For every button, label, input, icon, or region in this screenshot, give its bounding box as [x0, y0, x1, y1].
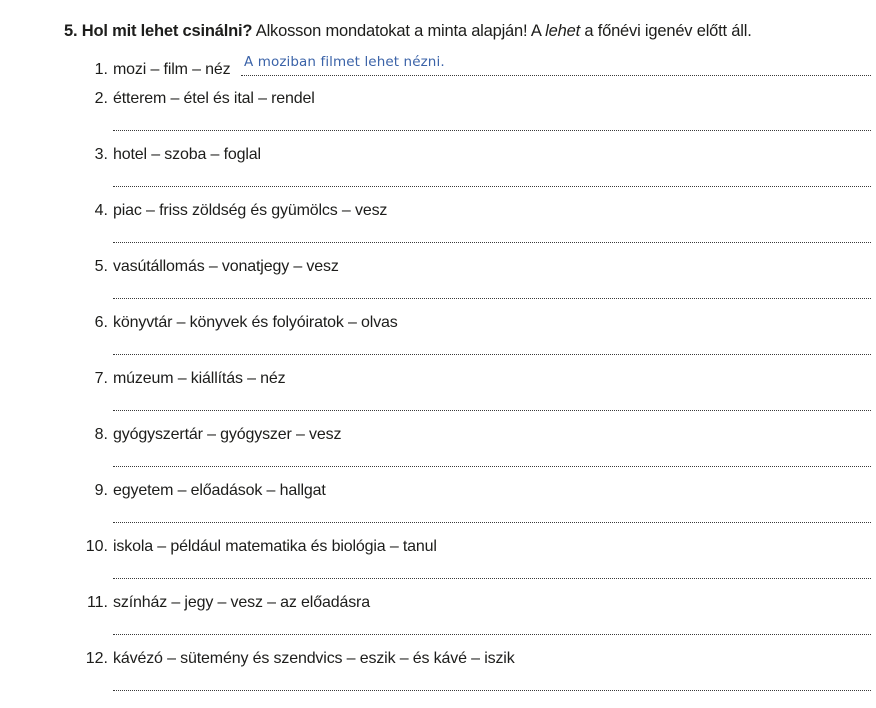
answer-line[interactable]	[113, 634, 871, 635]
list-item	[0, 90, 876, 130]
list-item	[0, 482, 876, 522]
item-prompt: könyvtár – könyvek és folyóiratok – olvas	[113, 314, 398, 331]
exercise-number: 5.	[64, 22, 78, 40]
answer-line[interactable]	[113, 522, 871, 523]
answer-line[interactable]	[113, 354, 871, 355]
list-item	[0, 594, 876, 634]
example-answer: A moziban filmet lehet nézni.	[244, 54, 445, 70]
item-number: 1.	[94, 61, 108, 78]
item-number: 12.	[85, 650, 108, 667]
item-prompt: vasútállomás – vonatjegy – vesz	[113, 258, 339, 275]
list-item	[0, 314, 876, 354]
list-item	[0, 538, 876, 578]
instruction-text: Alkosson mondatokat a minta alapján! A	[255, 22, 541, 40]
instruction-text-end: a főnévi igenév előtt áll.	[584, 22, 752, 40]
item-number: 9.	[94, 482, 108, 499]
item-prompt: iskola – például matematika és biológia – tanul	[113, 538, 437, 555]
answer-line[interactable]	[113, 690, 871, 691]
item-prompt: kávézó – sütemény és szendvics – eszik – és kávé – iszik	[113, 650, 515, 667]
item-number: 4.	[94, 202, 108, 219]
instruction-keyword: lehet	[545, 22, 580, 40]
answer-line[interactable]	[113, 242, 871, 243]
list-item	[0, 426, 876, 466]
list-item	[0, 202, 876, 242]
list-item	[0, 370, 876, 410]
item-number: 8.	[94, 426, 108, 443]
item-number: 3.	[94, 146, 108, 163]
item-prompt: múzeum – kiállítás – néz	[113, 370, 286, 387]
item-prompt: gyógyszertár – gyógyszer – vesz	[113, 426, 342, 443]
item-prompt: piac – friss zöldség és gyümölcs – vesz	[113, 202, 388, 219]
answer-line[interactable]	[113, 130, 871, 131]
list-item	[0, 146, 876, 186]
item-number: 2.	[94, 90, 108, 107]
list-item	[0, 650, 876, 690]
item-number: 10.	[85, 538, 108, 555]
item-prompt: mozi – film – néz	[113, 61, 231, 78]
answer-line[interactable]	[113, 410, 871, 411]
item-prompt: egyetem – előadások – hallgat	[113, 482, 326, 499]
item-prompt: étterem – étel és ital – rendel	[113, 90, 315, 107]
item-number: 5.	[94, 258, 108, 275]
answer-line[interactable]	[113, 578, 871, 579]
answer-line[interactable]	[113, 186, 871, 187]
item-prompt: hotel – szoba – foglal	[113, 146, 261, 163]
item-number: 11.	[86, 594, 108, 611]
item-number: 7.	[94, 370, 108, 387]
list-item	[0, 258, 876, 298]
answer-line[interactable]	[113, 466, 871, 467]
item-prompt: színház – jegy – vesz – az előadásra	[113, 594, 370, 611]
answer-line[interactable]	[241, 75, 871, 76]
exercise-heading	[64, 22, 752, 41]
exercise-title: Hol mit lehet csinálni?	[81, 22, 253, 40]
answer-line[interactable]	[113, 298, 871, 299]
item-number: 6.	[94, 314, 108, 331]
